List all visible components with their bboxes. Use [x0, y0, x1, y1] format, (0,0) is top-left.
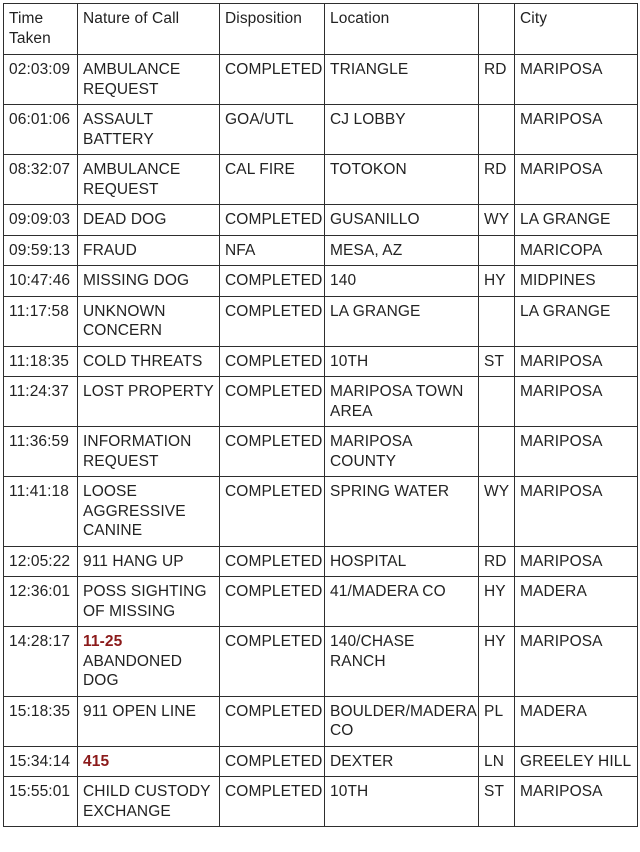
cell-time-taken: 12:05:22: [4, 546, 78, 577]
cell-nature-of-call: [78, 377, 220, 427]
cell-street-suffix: RD: [479, 55, 515, 105]
table-row: [4, 205, 638, 236]
cell-disposition: COMPLETED: [220, 266, 325, 297]
cell-street-suffix: [479, 235, 515, 266]
cell-disposition: COMPLETED: [220, 205, 325, 236]
cell-location: BOULDER/MADERA CO: [325, 696, 479, 746]
cell-street-suffix: ST: [479, 777, 515, 827]
table-row: [4, 377, 638, 427]
cell-time-taken: 14:28:17: [4, 627, 78, 697]
cell-location: DEXTER: [325, 746, 479, 777]
header-location: Location: [325, 4, 479, 55]
cell-location: CJ LOBBY: [325, 105, 479, 155]
header-disposition: Disposition: [220, 4, 325, 55]
header-row: [4, 4, 638, 55]
call-nature: AMBULANCE REQUEST: [83, 61, 181, 98]
call-nature: ABANDONED DOG: [83, 652, 183, 689]
header-street-suffix: [479, 4, 515, 55]
cell-location: TRIANGLE: [325, 55, 479, 105]
cell-city: MARIPOSA: [515, 477, 638, 547]
cell-nature-of-call: [78, 777, 220, 827]
cell-street-suffix: WY: [479, 477, 515, 547]
call-nature: INFORMATION REQUEST: [83, 433, 192, 470]
table-row: [4, 105, 638, 155]
cell-nature-of-call: [78, 55, 220, 105]
cell-disposition: COMPLETED: [220, 777, 325, 827]
cell-disposition: GOA/UTL: [220, 105, 325, 155]
table-row: [4, 577, 638, 627]
cell-location: 140: [325, 266, 479, 297]
table-row: [4, 296, 638, 346]
cell-time-taken: 02:03:09: [4, 55, 78, 105]
cell-disposition: COMPLETED: [220, 346, 325, 377]
cell-street-suffix: HY: [479, 627, 515, 697]
cell-nature-of-call: [78, 746, 220, 777]
cell-city: MADERA: [515, 696, 638, 746]
cell-location: GUSANILLO: [325, 205, 479, 236]
call-nature: FRAUD: [83, 241, 137, 259]
cell-location: 140/CHASE RANCH: [325, 627, 479, 697]
cell-city: MIDPINES: [515, 266, 638, 297]
cell-nature-of-call: [78, 155, 220, 205]
call-log-table: [3, 3, 638, 827]
cell-street-suffix: [479, 377, 515, 427]
cell-disposition: COMPLETED: [220, 546, 325, 577]
call-nature: LOST PROPERTY: [83, 383, 214, 400]
table-row: [4, 546, 638, 577]
cell-time-taken: 10:47:46: [4, 266, 78, 297]
cell-nature-of-call: [78, 346, 220, 377]
cell-street-suffix: PL: [479, 696, 515, 746]
cell-time-taken: 08:32:07: [4, 155, 78, 205]
cell-nature-of-call: [78, 427, 220, 477]
cell-disposition: COMPLETED: [220, 55, 325, 105]
cell-street-suffix: [479, 427, 515, 477]
cell-nature-of-call: [78, 577, 220, 627]
cell-time-taken: 15:18:35: [4, 696, 78, 746]
table-row: [4, 696, 638, 746]
cell-location: TOTOKON: [325, 155, 479, 205]
cell-street-suffix: [479, 296, 515, 346]
cell-disposition: COMPLETED: [220, 577, 325, 627]
cell-city: MARIPOSA: [515, 155, 638, 205]
cell-city: MARIPOSA: [515, 427, 638, 477]
cell-location: MESA, AZ: [325, 235, 479, 266]
cell-time-taken: 09:09:03: [4, 205, 78, 236]
cell-street-suffix: WY: [479, 205, 515, 236]
cell-time-taken: 11:18:35: [4, 346, 78, 377]
cell-time-taken: 15:34:14: [4, 746, 78, 777]
call-log-body: [4, 55, 638, 827]
cell-disposition: COMPLETED: [220, 746, 325, 777]
call-nature: DEAD DOG: [83, 211, 167, 228]
header-time-taken: Time Taken: [4, 4, 78, 55]
cell-city: LA GRANGE: [515, 296, 638, 346]
call-code: 11-25: [83, 633, 123, 650]
cell-city: MARIPOSA: [515, 546, 638, 577]
table-row: [4, 477, 638, 547]
cell-city: MARICOPA: [515, 235, 638, 266]
cell-nature-of-call: [78, 205, 220, 236]
cell-nature-of-call: [78, 105, 220, 155]
table-row: [4, 627, 638, 697]
cell-location: SPRING WATER: [325, 477, 479, 547]
cell-time-taken: 15:55:01: [4, 777, 78, 827]
cell-time-taken: 09:59:13: [4, 235, 78, 266]
cell-nature-of-call: [78, 627, 220, 697]
cell-time-taken: 11:24:37: [4, 377, 78, 427]
cell-time-taken: 06:01:06: [4, 105, 78, 155]
cell-nature-of-call: [78, 296, 220, 346]
cell-time-taken: 11:17:58: [4, 296, 78, 346]
cell-street-suffix: RD: [479, 546, 515, 577]
cell-location: 10TH: [325, 777, 479, 827]
header-nature-of-call: Nature of Call: [78, 4, 220, 55]
cell-city: MARIPOSA: [515, 627, 638, 697]
cell-time-taken: 12:36:01: [4, 577, 78, 627]
cell-nature-of-call: [78, 546, 220, 577]
table-row: [4, 777, 638, 827]
cell-disposition: COMPLETED: [220, 296, 325, 346]
cell-disposition: COMPLETED: [220, 696, 325, 746]
cell-street-suffix: ST: [479, 346, 515, 377]
cell-city: MADERA: [515, 577, 638, 627]
cell-city: MARIPOSA: [515, 55, 638, 105]
table-row: [4, 235, 638, 266]
cell-location: 10TH: [325, 346, 479, 377]
table-row: [4, 427, 638, 477]
table-row: [4, 746, 638, 777]
cell-city: MARIPOSA: [515, 346, 638, 377]
cell-city: LA GRANGE: [515, 205, 638, 236]
table-row: [4, 266, 638, 297]
call-code: 415: [83, 752, 110, 770]
table-row: [4, 346, 638, 377]
call-nature: CHILD CUSTODY EXCHANGE: [83, 783, 211, 820]
call-nature: UNKNOWN CONCERN: [83, 302, 166, 339]
call-nature: ASSAULT BATTERY: [83, 111, 154, 148]
cell-location: 41/MADERA CO: [325, 577, 479, 627]
cell-nature-of-call: [78, 235, 220, 266]
cell-city: GREELEY HILL: [515, 746, 638, 777]
cell-city: MARIPOSA: [515, 777, 638, 827]
table-row: [4, 155, 638, 205]
call-nature: 911 OPEN LINE: [83, 702, 197, 720]
call-nature: 911 HANG UP: [83, 552, 184, 570]
cell-nature-of-call: [78, 696, 220, 746]
cell-disposition: NFA: [220, 235, 325, 266]
call-nature: LOOSE AGGRESSIVE CANINE: [83, 483, 186, 539]
cell-street-suffix: HY: [479, 577, 515, 627]
cell-time-taken: 11:41:18: [4, 477, 78, 547]
cell-disposition: CAL FIRE: [220, 155, 325, 205]
call-nature: MISSING DOG: [83, 272, 190, 289]
call-nature: POSS SIGHTING OF MISSING: [83, 583, 207, 620]
cell-street-suffix: HY: [479, 266, 515, 297]
table-row: [4, 55, 638, 105]
cell-location: HOSPITAL: [325, 546, 479, 577]
cell-time-taken: 11:36:59: [4, 427, 78, 477]
cell-disposition: COMPLETED: [220, 627, 325, 697]
cell-street-suffix: RD: [479, 155, 515, 205]
cell-location: MARIPOSA COUNTY: [325, 427, 479, 477]
cell-location: MARIPOSA TOWN AREA: [325, 377, 479, 427]
cell-disposition: COMPLETED: [220, 477, 325, 547]
cell-city: MARIPOSA: [515, 377, 638, 427]
cell-disposition: COMPLETED: [220, 427, 325, 477]
cell-location: LA GRANGE: [325, 296, 479, 346]
cell-street-suffix: LN: [479, 746, 515, 777]
header-city: City: [515, 4, 638, 55]
call-nature: COLD THREATS: [83, 352, 203, 370]
cell-city: MARIPOSA: [515, 105, 638, 155]
cell-street-suffix: [479, 105, 515, 155]
call-nature: AMBULANCE REQUEST: [83, 161, 181, 198]
cell-nature-of-call: [78, 477, 220, 547]
cell-disposition: COMPLETED: [220, 377, 325, 427]
cell-nature-of-call: [78, 266, 220, 297]
